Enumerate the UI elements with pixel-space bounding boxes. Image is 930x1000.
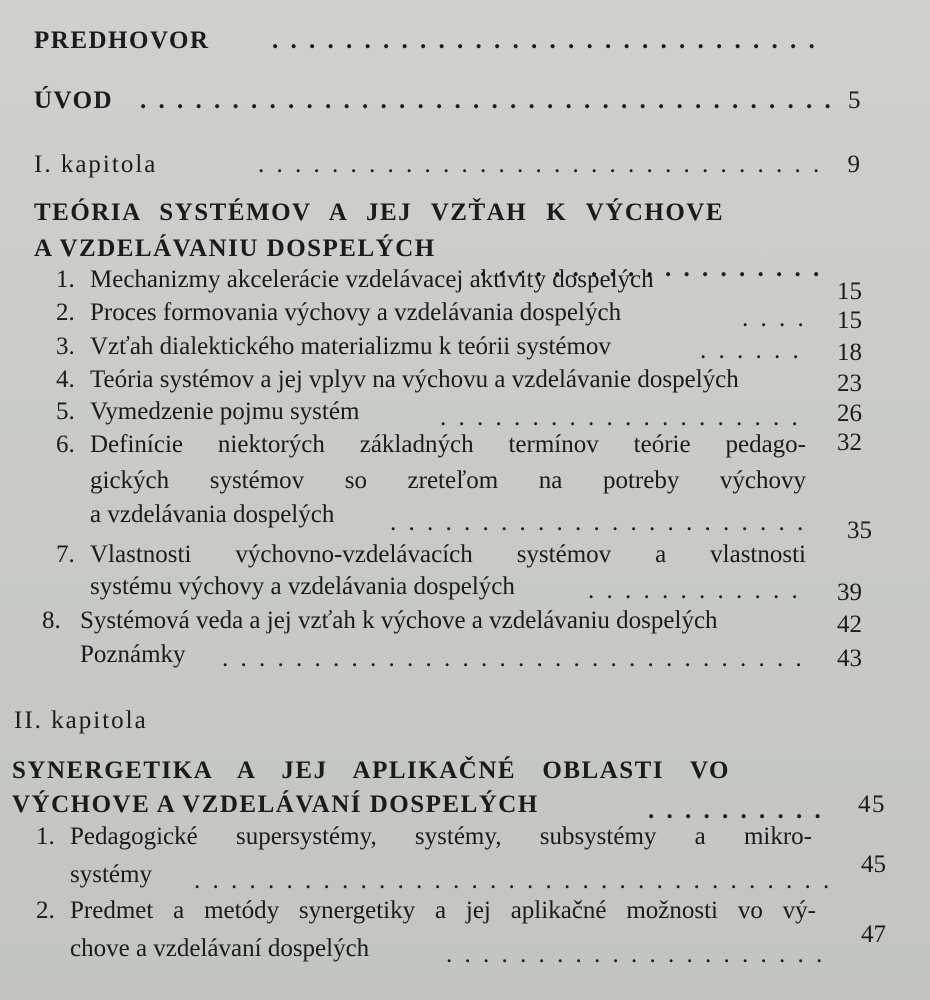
toc-page-number: 15 — [837, 278, 862, 305]
toc-item-number: 2. — [36, 897, 55, 924]
chapter-label: II. kapitola — [14, 707, 148, 734]
toc-item-number: 8. — [42, 607, 61, 634]
leader-dots — [742, 304, 804, 334]
toc-item-text: systému výchovy a vzdelávania dospelých — [90, 573, 515, 600]
toc-item-text: Vzťah dialektického materializmu k teórii systémov — [90, 333, 611, 360]
toc-item-number: 2. — [56, 299, 75, 326]
toc-page-number: 5 — [848, 87, 862, 114]
toc-page-number: 39 — [837, 579, 862, 606]
toc-item-text: Vlastnosti výchovno-vzdelávacích systémov a vlastnosti — [90, 541, 806, 568]
toc-item-text: Predmet a metódy synergetiky a jej aplikačné možnosti vo vý- — [70, 897, 816, 924]
toc-item-text: a vzdelávania dospelých — [90, 501, 335, 528]
toc-page-number: 43 — [837, 645, 862, 672]
chapter-title: A VZDELÁVANIU DOSPELÝCH — [34, 235, 436, 262]
toc-item-text: Mechanizmy akcelerácie vzdelávacej aktivity dospelých — [90, 266, 654, 293]
toc-item-text: Poznámky — [80, 641, 186, 668]
leader-dots — [140, 86, 830, 116]
toc-page-number: 42 — [837, 611, 862, 638]
leader-dots — [272, 26, 822, 56]
toc-page-number: 26 — [837, 400, 862, 427]
chapter-label: I. kapitola — [34, 151, 158, 178]
toc-page-number: 18 — [837, 339, 862, 366]
toc-entry-title: ÚVOD — [34, 87, 114, 114]
toc-page-number: 23 — [837, 370, 862, 397]
toc-item-text: Vymedzenie pojmu systém — [90, 398, 360, 425]
toc-item-number: 1. — [36, 823, 55, 850]
toc-item-number: 4. — [56, 366, 75, 393]
toc-item-number: 1. — [56, 266, 75, 293]
leader-dots — [222, 644, 804, 674]
toc-page-number: 15 — [837, 307, 862, 334]
toc-item-text: chove a vzdelávaní dospelých — [70, 935, 370, 962]
leader-dots — [700, 336, 804, 366]
toc-item-text: Systémová veda a jej vzťah k výchove a vzdelávaniu dospelých — [80, 607, 718, 634]
leader-dots — [390, 508, 804, 538]
toc-entry-title: PREDHOVOR — [34, 27, 210, 54]
toc-page-number: 9 — [847, 151, 862, 178]
chapter-title: SYNERGETIKA A JEJ APLIKAČNÉ OBLASTI VO — [12, 757, 730, 784]
leader-dots — [446, 940, 830, 970]
toc-item-number: 5. — [56, 398, 75, 425]
toc-item-text: systémy — [70, 861, 152, 888]
leader-dots — [194, 866, 830, 896]
toc-page-number: 45 — [858, 791, 886, 818]
toc-item-text: Definície niektorých základných termínov teórie pedago- — [90, 431, 806, 458]
toc-page-number: 32 — [837, 429, 862, 456]
chapter-title: TEÓRIA SYSTÉMOV A JEJ VZŤAH K VÝCHOVE — [34, 199, 724, 226]
toc-item-number: 7. — [56, 541, 75, 568]
toc-page-number: 47 — [861, 921, 886, 948]
toc-page-number: 35 — [847, 517, 872, 544]
toc-item-number: 3. — [56, 333, 75, 360]
toc-item-number: 6. — [56, 431, 75, 458]
leader-dots — [588, 576, 804, 606]
toc-item-text: gických systémov so zreteľom na potreby výchovy — [90, 467, 806, 494]
chapter-title: VÝCHOVE A VZDELÁVANÍ DOSPELÝCH — [12, 791, 539, 818]
toc-item-text: Teória systémov a jej vplyv na výchovu a vzdelávanie dospelých — [90, 366, 739, 393]
leader-dots — [440, 403, 804, 433]
leader-dots — [258, 150, 828, 180]
toc-page-number: 45 — [861, 851, 886, 878]
toc-item-text: Pedagogické supersystémy, systémy, subsystémy a mikro- — [70, 823, 812, 850]
toc-item-text: Proces formovania výchovy a vzdelávania dospelých — [90, 299, 622, 326]
